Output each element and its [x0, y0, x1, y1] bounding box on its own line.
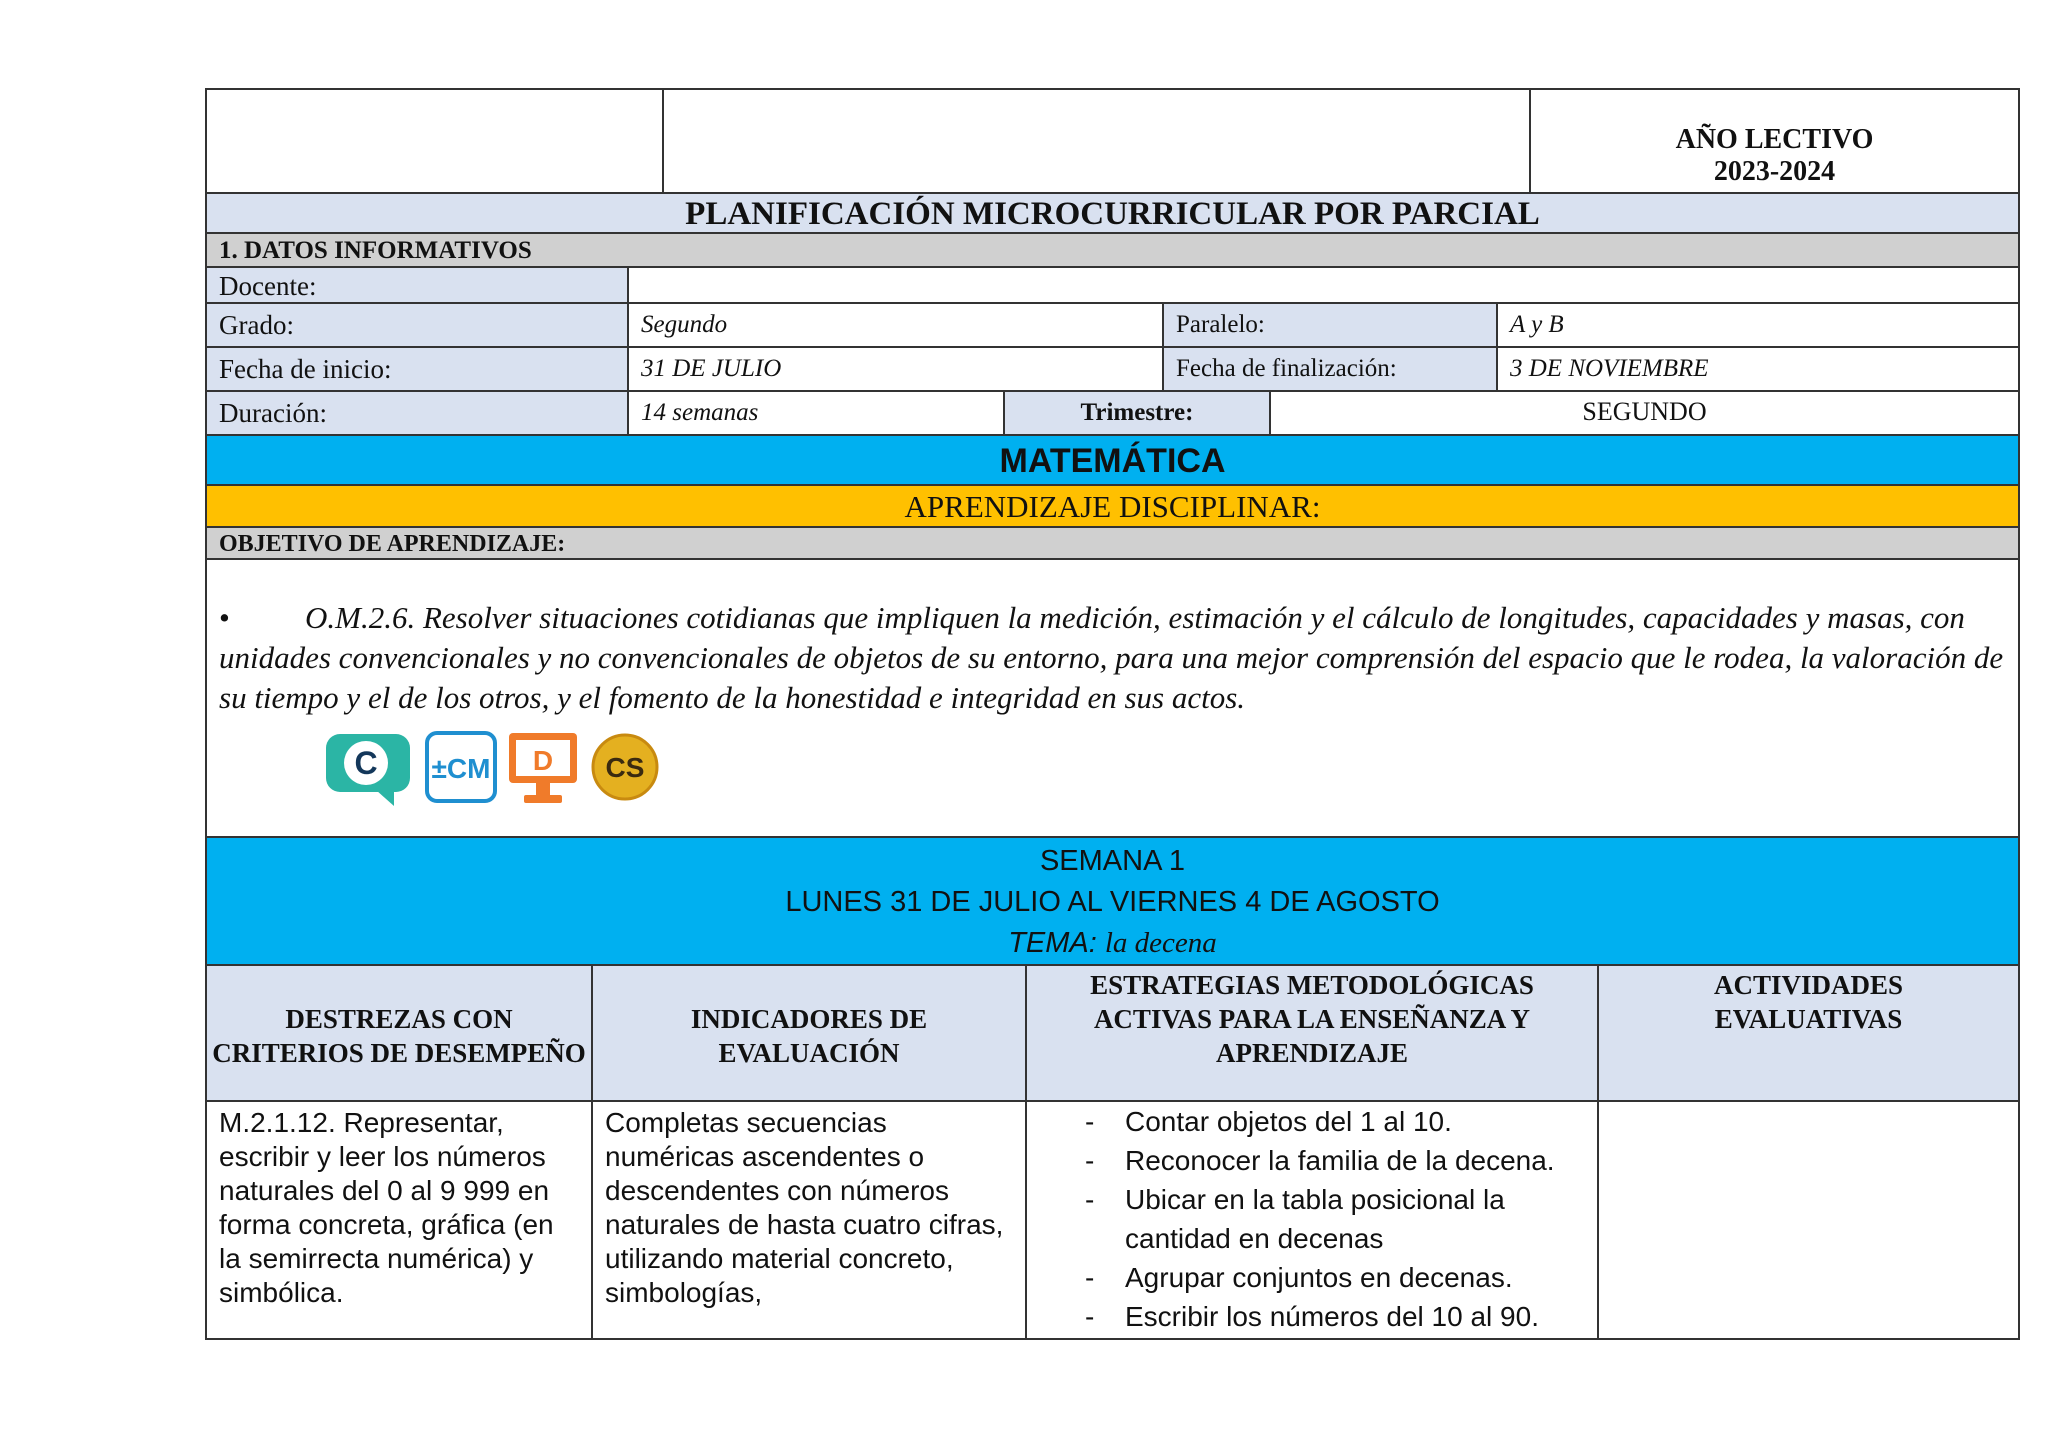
estrategias-cell — [1025, 1102, 1597, 1338]
docente-value — [627, 268, 2018, 302]
header-actividades: ACTIVIDADES EVALUATIVAS — [1597, 966, 2018, 1100]
svg-text:D: D — [532, 745, 554, 776]
header-destrezas: DESTREZAS CON CRITERIOS DE DESEMPEÑO — [212, 1004, 586, 1068]
table-row — [205, 1100, 2020, 1340]
estrategias-list — [1027, 1102, 1597, 1336]
school-year-value: 2023-2024 — [1713, 156, 1836, 187]
grado-label: Grado: — [207, 304, 627, 346]
aprendizaje-disciplinar: APRENDIZAJE DISCIPLINAR: — [205, 484, 2020, 526]
paralelo-value: A y B — [1496, 304, 2018, 346]
math-icon — [424, 730, 498, 804]
header-indicadores: INDICADORES DE EVALUACIÓN — [591, 966, 1025, 1100]
svg-text:±CM: ±CM — [431, 753, 491, 784]
list-item: - Agrupar conjuntos en decenas. — [1085, 1262, 1513, 1293]
objetivo-body — [205, 558, 2020, 836]
communication-icon — [322, 730, 414, 808]
grado-value: Segundo — [627, 304, 1162, 346]
svg-text:C: C — [354, 745, 378, 781]
list-item: - Reconocer la familia de la decena. — [1085, 1145, 1555, 1176]
school-year-label: AÑO LECTIVO — [1675, 124, 1874, 155]
week-banner — [205, 836, 2020, 964]
trimestre-label: Trimestre: — [1003, 392, 1269, 434]
fecha-fin-label: Fecha de finalización: — [1162, 348, 1496, 390]
fechas-row — [205, 346, 2020, 390]
section-datos-informativos: 1. DATOS INFORMATIVOS — [205, 232, 2020, 266]
list-item: - Escribir los números del 10 al 90. — [1085, 1301, 1539, 1332]
table-header-row — [205, 964, 2020, 1100]
tema-label: TEMA: — [1008, 927, 1097, 959]
document-title: PLANIFICACIÓN MICROCURRICULAR POR PARCIAL — [205, 192, 2020, 232]
objetivo-title: OBJETIVO DE APRENDIZAJE: — [205, 526, 2020, 558]
list-item: - Ubicar en la tabla posicional la cantidad en decenas — [1085, 1184, 1505, 1254]
subject-title: MATEMÁTICA — [205, 434, 2020, 484]
header-estrategias: ESTRATEGIAS METODOLÓGICAS ACTIVAS PARA LA ENSEÑANZA Y APRENDIZAJE — [1025, 966, 1597, 1100]
duracion-label: Duración: — [207, 392, 627, 434]
week-label: SEMANA 1 — [1039, 845, 1186, 877]
digital-icon — [506, 730, 580, 806]
objetivo-code: O.M.2.6. — [305, 600, 416, 635]
planning-document — [205, 88, 2020, 1340]
institution-cell — [662, 90, 1529, 192]
week-tema — [207, 923, 2018, 964]
fecha-inicio-label: Fecha de inicio: — [207, 348, 627, 390]
objetivo-text: Resolver situaciones cotidianas que impliquen la medición, estimación y el cálculo de longitudes, capacidades y masas, con unidades convencionales y no convencionales de objetos de su entorno, para una mejor comprensión del espacio que le rodea, la valoración de su tiempo y el de los otros, y el fomento de la honestidad e integridad en sus actos. — [219, 600, 2004, 715]
fecha-inicio-value: 31 DE JULIO — [627, 348, 1162, 390]
school-year-cell — [1529, 90, 2018, 192]
duracion-row — [205, 390, 2020, 434]
svg-text:CS: CS — [605, 752, 645, 783]
objetivo-text-block — [219, 598, 2004, 718]
fecha-fin-value: 3 DE NOVIEMBRE — [1496, 348, 2018, 390]
list-item: - Contar objetos del 1 al 10. — [1085, 1106, 1452, 1137]
objetivo-bullet: • — [219, 600, 230, 635]
grado-row — [205, 302, 2020, 346]
indicador-cell: Completas secuencias numéricas ascendentes o descendentes con números naturales de hasta cuatro cifras, utilizando material concreto, simbologías, — [591, 1102, 1025, 1338]
header-row — [205, 88, 2020, 192]
duracion-value: 14 semanas — [627, 392, 1003, 434]
tema-value: la decena — [1104, 927, 1217, 959]
docente-row — [205, 266, 2020, 302]
destreza-cell: M.2.1.12. Representar, escribir y leer los números naturales del 0 al 9 999 en forma concreta, gráfica (en la semirrecta numérica) y simbólica. — [219, 1107, 554, 1308]
logo-cell — [207, 90, 662, 192]
socioemotional-icon — [588, 730, 662, 804]
trimestre-value: SEGUNDO — [1269, 392, 2018, 434]
actividades-cell — [1597, 1102, 2018, 1338]
paralelo-label: Paralelo: — [1162, 304, 1496, 346]
week-dates: LUNES 31 DE JULIO AL VIERNES 4 DE AGOSTO — [785, 886, 1440, 918]
docente-label: Docente: — [207, 268, 627, 302]
